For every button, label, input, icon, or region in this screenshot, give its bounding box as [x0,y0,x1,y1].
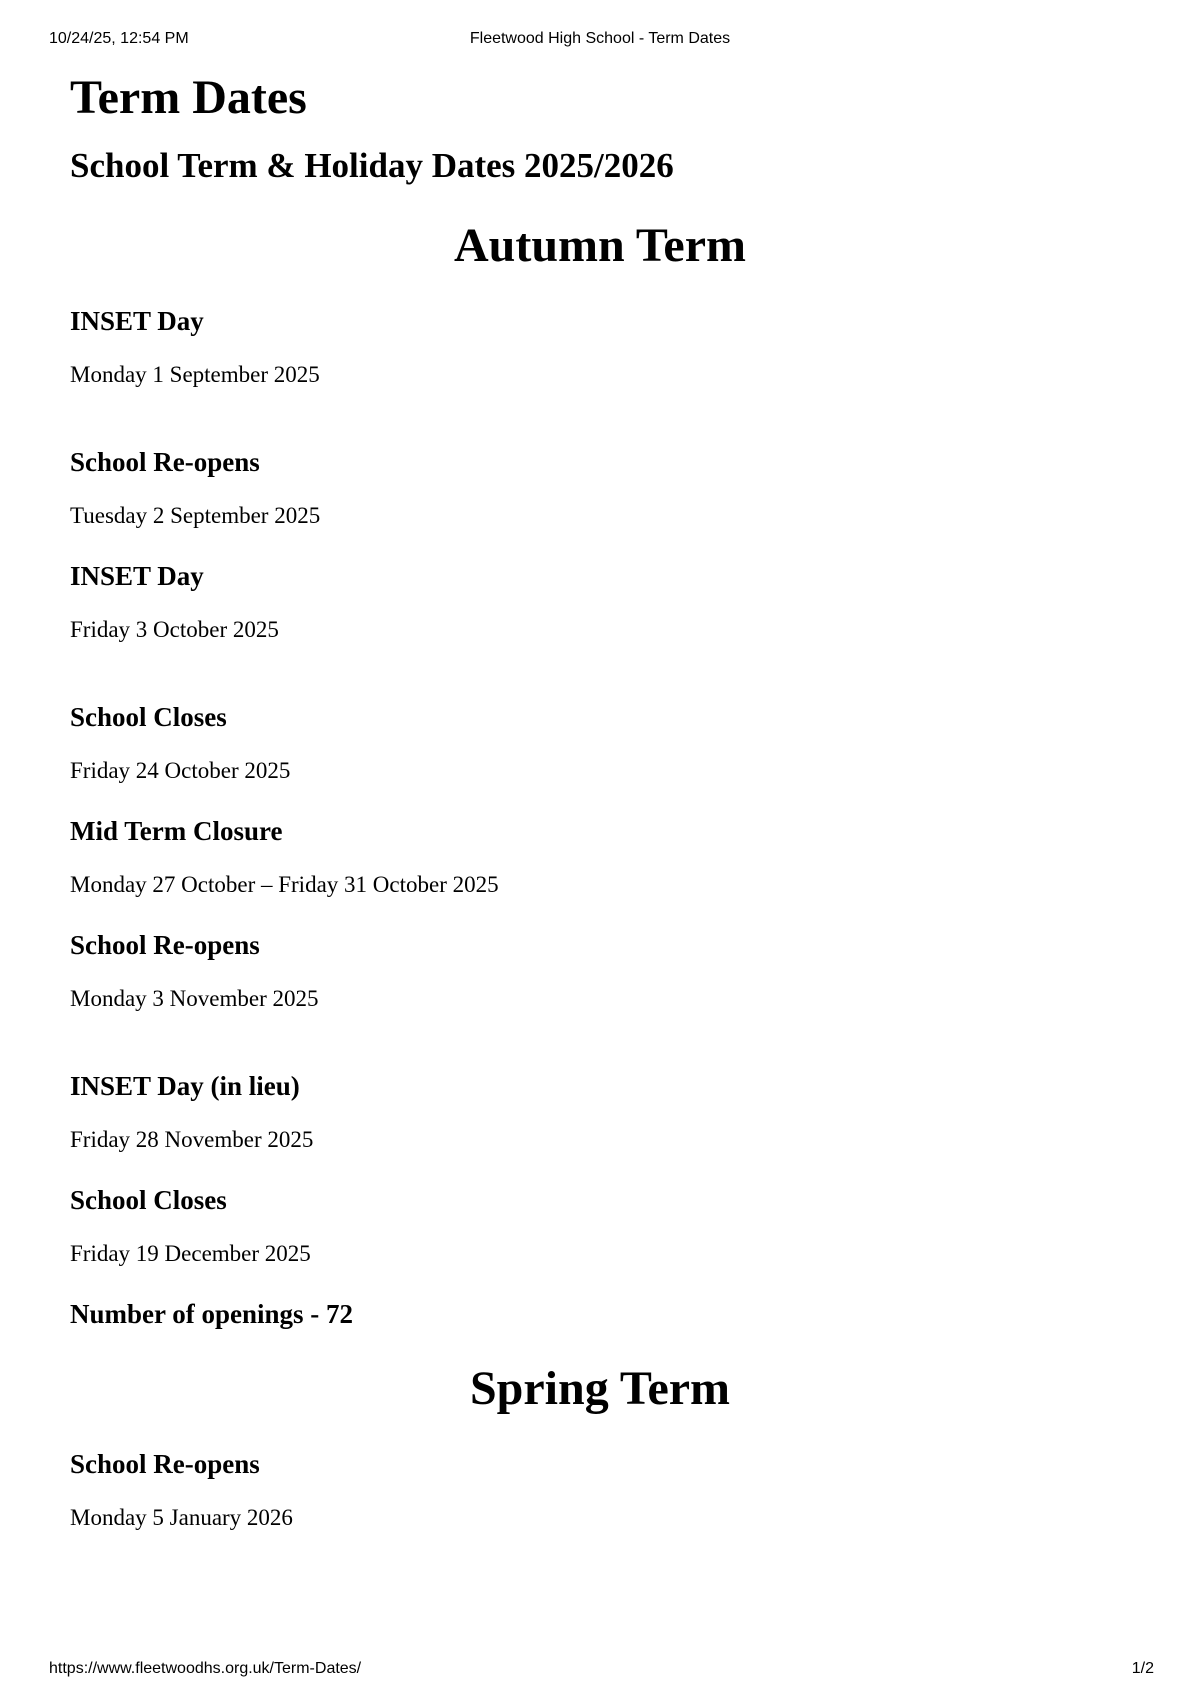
print-footer [0,1660,1200,1682]
print-page-title: Fleetwood High School - Term Dates [469,30,731,47]
entry-label: INSET Day [70,306,204,336]
autumn-entry [70,814,1130,900]
spring-term-section [70,1359,1130,1533]
print-header [0,30,1200,52]
entry-label: School Re-opens [70,1449,260,1479]
spring-entry [70,1447,1130,1533]
autumn-entry [70,700,1130,786]
entry-label: INSET Day (in lieu) [70,1071,300,1101]
autumn-entry [70,304,1130,390]
autumn-entry [70,559,1130,645]
entry-label: School Closes [70,1185,227,1215]
entry-label: Mid Term Closure [70,816,283,846]
entry-date: Friday 28 November 2025 [70,1127,314,1152]
autumn-term-section [70,216,1130,1331]
autumn-entry [70,1183,1130,1269]
entry-label: School Re-opens [70,447,260,477]
autumn-term-title: Autumn Term [453,219,747,272]
entry-date: Tuesday 2 September 2025 [70,503,321,528]
spring-term-title: Spring Term [469,1362,731,1415]
entry-date: Monday 3 November 2025 [70,986,319,1011]
print-datetime: 10/24/25, 12:54 PM [49,30,189,47]
entry-date: Monday 27 October – Friday 31 October 2025 [70,872,499,897]
entry-date: Monday 5 January 2026 [70,1505,293,1530]
autumn-entry [70,928,1130,1014]
print-page-number: 1/2 [1131,1660,1154,1677]
autumn-entry [70,445,1130,531]
page-title: Term Dates [70,71,307,124]
page-subtitle: School Term & Holiday Dates 2025/2026 [70,146,674,185]
entry-label: INSET Day [70,561,204,591]
entry-label: School Re-opens [70,930,260,960]
entry-date: Friday 3 October 2025 [70,617,279,642]
print-url: https://www.fleetwoodhs.org.uk/Term-Dates/ [49,1660,362,1677]
entry-date: Friday 24 October 2025 [70,758,291,783]
entry-date: Friday 19 December 2025 [70,1241,311,1266]
autumn-entry [70,1069,1130,1155]
autumn-openings-count: Number of openings - 72 [70,1299,354,1329]
entry-date: Monday 1 September 2025 [70,362,320,387]
entry-label: School Closes [70,702,227,732]
main-content [70,68,1130,1533]
